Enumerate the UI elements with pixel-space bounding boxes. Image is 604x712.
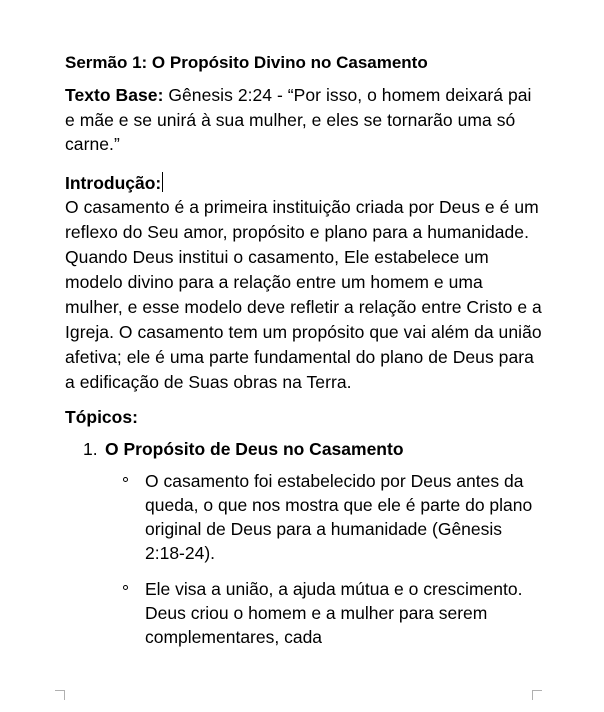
text-cursor [162, 172, 163, 192]
base-text-content: Gênesis 2:24 - “Por isso, o homem deixará pai e mãe e se unirá à sua mulher, e eles se tornarão uma só carne.” [65, 85, 532, 154]
bullet-text: Ele visa a união, a ajuda mútua e o crescimento. Deus criou o homem e a mulher para serem complementares, cada [145, 578, 523, 647]
topic-label: O Propósito de Deus no Casamento [105, 438, 404, 459]
introduction-heading-text: Introdução: [65, 172, 162, 193]
introduction-heading [65, 171, 163, 195]
page-margin-corner-left-icon [55, 690, 65, 700]
topic-number: 1. [83, 438, 98, 459]
list-item [65, 469, 545, 565]
page-margin-corner-right-icon [532, 690, 542, 700]
hollow-bullet-icon [123, 477, 128, 482]
introduction-text: O casamento é a primeira instituição criada por Deus e é um reflexo do Seu amor, propósito e plano para a humanidade. Quando Deus institui o casamento, Ele estabelece um modelo divino para a relação entre um homem e uma mulher, e esse modelo deve refletir a relação entre Cristo e a Igreja. O casamento tem um propósito que vai além da união afetiva; ele é uma parte fundamental do plano de Deus para a edificação de Suas obras na Terra. [65, 196, 542, 392]
base-text-paragraph [65, 83, 545, 157]
bullet-text: O casamento foi estabelecido por Deus antes da queda, o que nos mostra que ele é parte do plano original de Deus para a humanidade (Gênesis 2:18-24). [145, 470, 533, 563]
topics-heading: Tópicos: [65, 406, 138, 427]
topic-item [83, 437, 545, 461]
topic-bullet-list [65, 469, 545, 649]
hollow-bullet-icon [123, 585, 128, 590]
list-item [65, 577, 545, 649]
sermon-title: Sermão 1: O Propósito Divino no Casamento [65, 53, 428, 72]
document-body[interactable] [65, 51, 545, 661]
base-text-label: Texto Base: [65, 85, 164, 105]
